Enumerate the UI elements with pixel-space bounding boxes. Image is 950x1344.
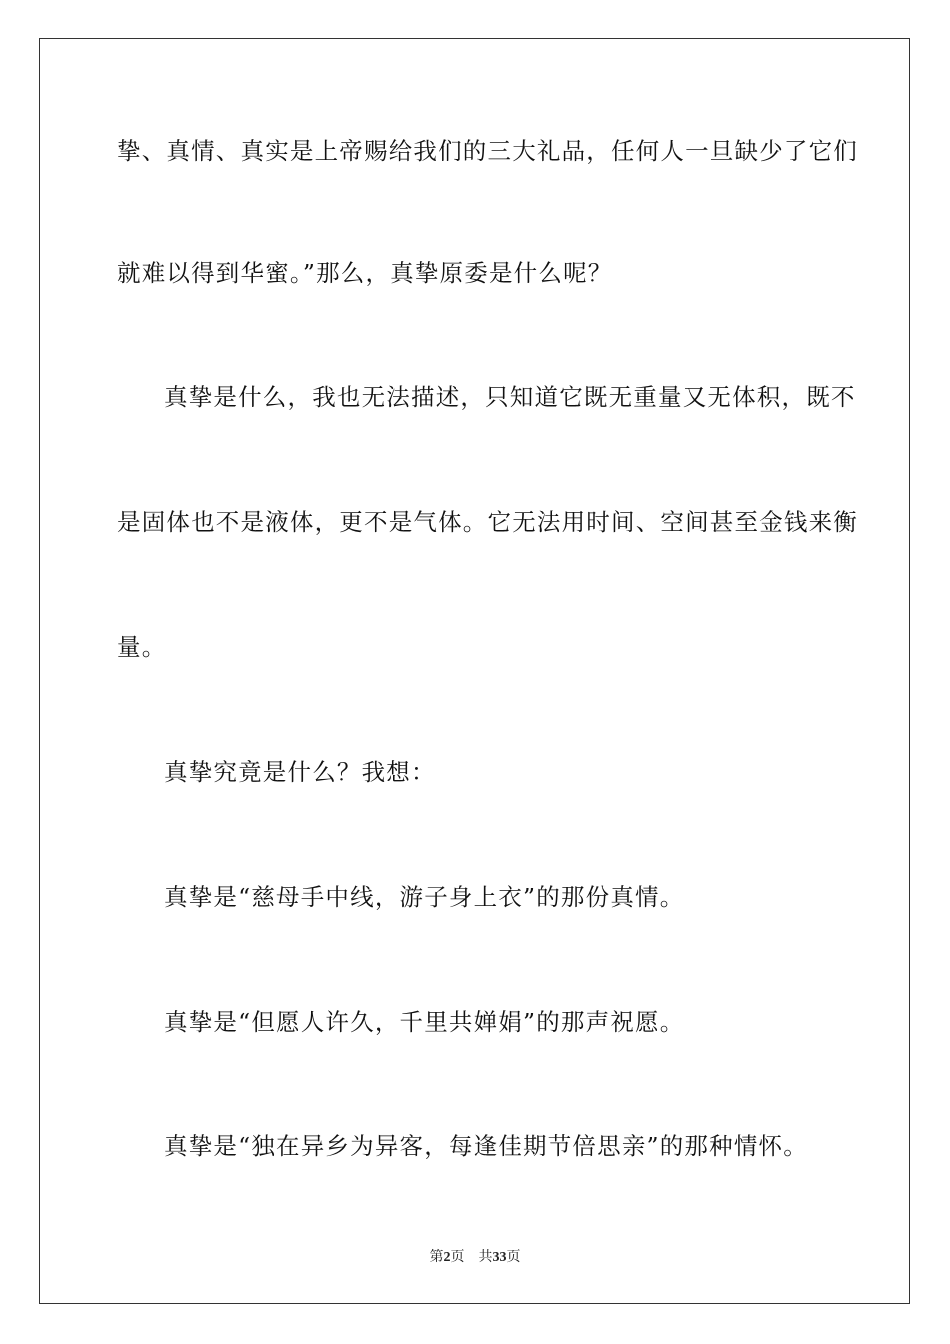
page-border <box>39 38 910 1304</box>
total-prefix: 共 <box>478 1249 493 1265</box>
text-line-8: 真挚是“但愿人许久，千里共婵娟”的那声祝愿。 <box>164 1008 685 1036</box>
text-line-9: 真挚是“独在异乡为异客，每逢佳期节倍思亲”的那种情怀。 <box>164 1132 808 1160</box>
text-line-5: 量。 <box>117 633 167 661</box>
text-line-3: 真挚是什么，我也无法描述，只知道它既无重量又无体积，既不 <box>164 383 856 411</box>
total-suffix: 页 <box>506 1249 521 1265</box>
page-number: 2 <box>443 1250 451 1265</box>
text-line-4: 是固体也不是液体，更不是气体。它无法用时间、空间甚至金钱来衡 <box>117 508 858 536</box>
page-footer <box>0 1248 950 1267</box>
page-prefix: 第 <box>429 1249 444 1265</box>
text-line-2: 就难以得到华蜜。”那么，真挚原委是什么呢？ <box>117 259 613 287</box>
text-line-1: 挚、真情、真实是上帝赐给我们的三大礼品，任何人一旦缺少了它们 <box>117 137 858 165</box>
total-pages: 33 <box>492 1250 507 1265</box>
text-line-7: 真挚是“慈母手中线，游子身上衣”的那份真情。 <box>164 883 685 911</box>
page-suffix: 页 <box>450 1249 465 1265</box>
text-line-6: 真挚究竟是什么？我想： <box>164 758 436 786</box>
